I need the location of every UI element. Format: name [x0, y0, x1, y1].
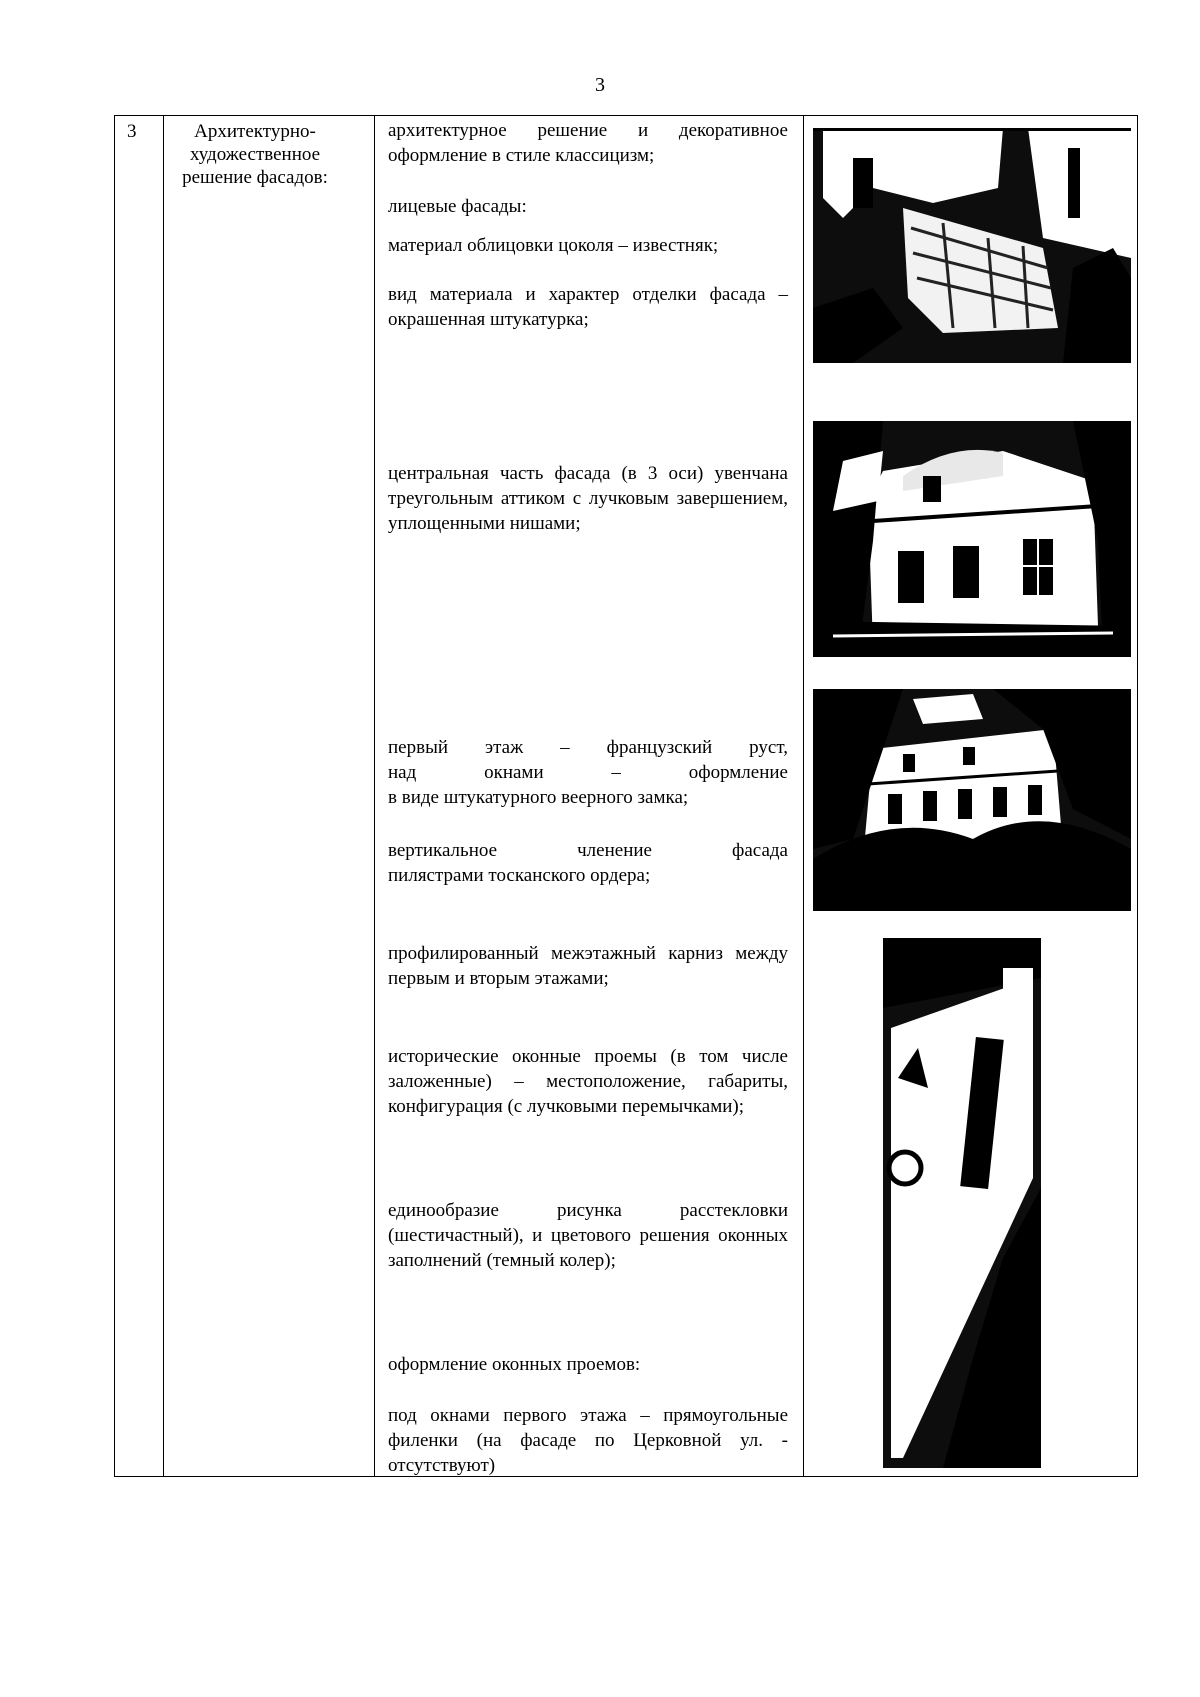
photo-window-closeup [883, 938, 1041, 1468]
photo-plinth [813, 128, 1131, 363]
item-architectural-solution: архитектурное решение и декоративное оформление в стиле классицизм; [388, 120, 788, 166]
item-facade-finish: вид материала и характер отделки фасада – окрашенная штукатурка; [388, 284, 788, 330]
row-number: 3 [127, 121, 137, 142]
item-front-facades: лицевые фасады: [388, 196, 527, 217]
page-number: 3 [595, 74, 605, 96]
heritage-table [114, 115, 1138, 1477]
column-divider [163, 116, 164, 1476]
item-panels-under-windows: под окнами первого этажа – прямоугольные филенки (на фасаде по Церковной ул. - отсутствуют) [388, 1405, 788, 1476]
item-vertical-division-block [388, 838, 788, 888]
item-window-decoration: оформление оконных проемов: [388, 1354, 641, 1375]
photo-first-floor [813, 689, 1131, 911]
item-first-floor-rust: первый этаж – французский руст, [388, 737, 788, 758]
item-first-floor-block [388, 735, 788, 810]
item-cornice: профилированный межэтажный карниз между первым и вторым этажами; [388, 943, 788, 989]
item-central-attic: центральная часть фасада (в 3 оси) увенчана треугольным аттиком с лучковым завершением, уплощенными нишами; [388, 463, 788, 534]
item-keystone: в виде штукатурного веерного замка; [388, 787, 689, 808]
column-divider [803, 116, 804, 1476]
photo-central-attic [813, 421, 1131, 657]
item-pilasters: пилястрами тосканского ордера; [388, 865, 651, 886]
item-vertical-division: вертикальное членение фасада [388, 840, 788, 861]
column-divider [374, 116, 375, 1476]
item-glazing-pattern: единообразие рисунка расстекловки (шестичастный), и цветового решения оконных заполнений (темный колер); [388, 1200, 788, 1271]
row-title: Архитектурно-художественное решение фасадов: [182, 121, 328, 188]
item-above-windows: над окнами – оформление [388, 762, 788, 783]
item-window-openings: исторические оконные проемы (в том числе заложенные) – местоположение, габариты, конфигурация (с лучковыми перемычками); [388, 1046, 788, 1117]
item-plinth-material: материал облицовки цоколя – известняк; [388, 235, 719, 256]
